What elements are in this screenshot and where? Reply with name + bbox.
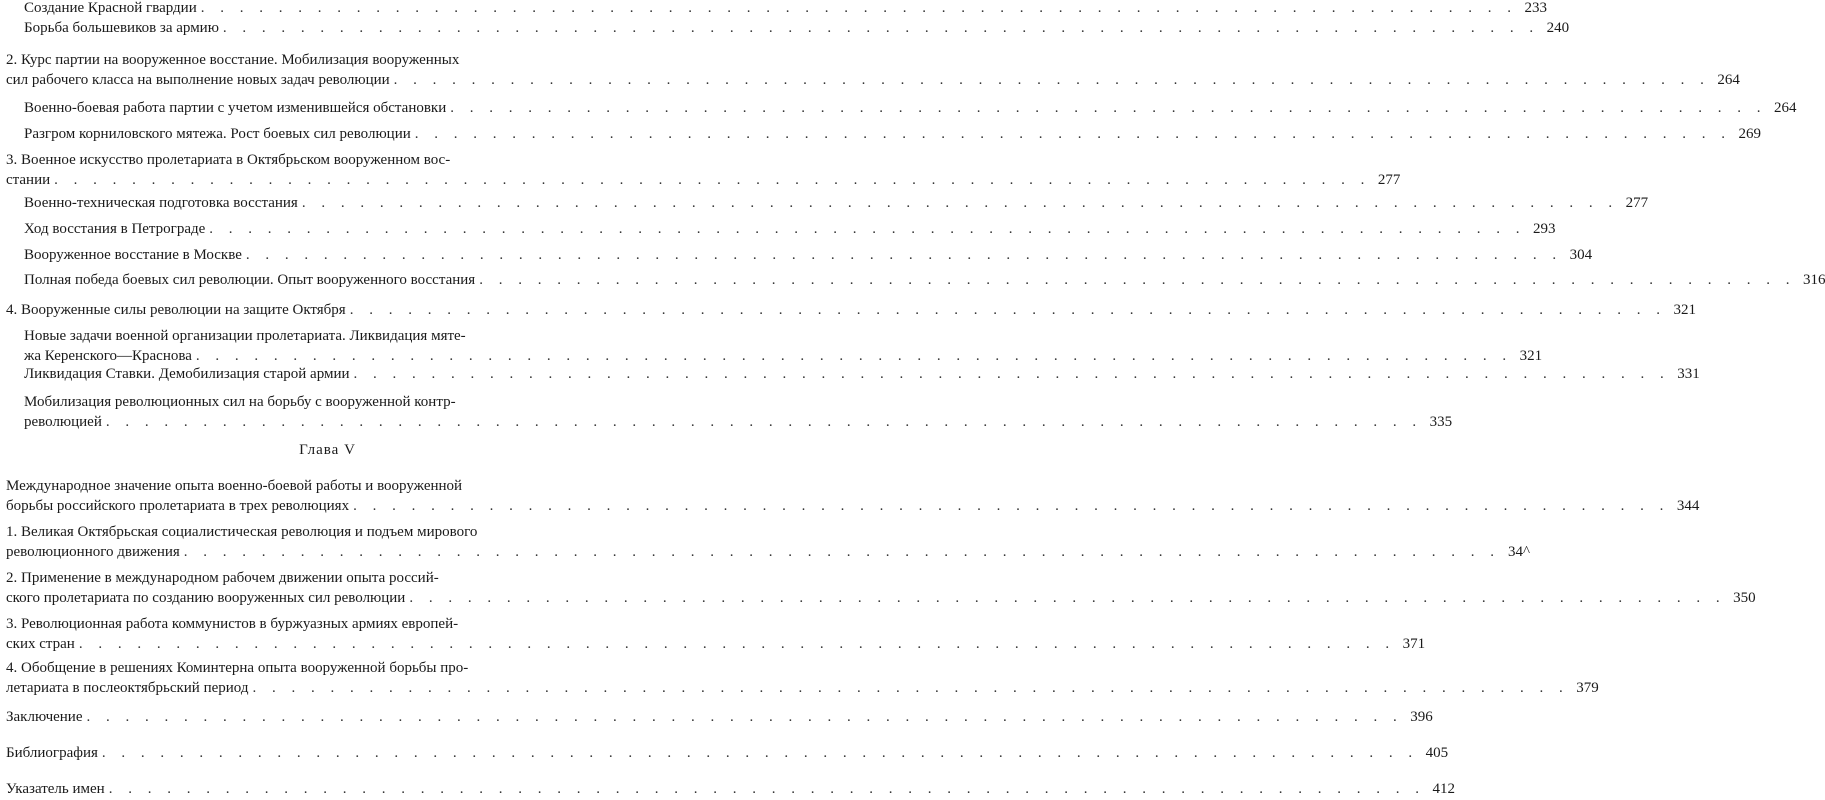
leader-dots: . . . . . . . . . . . . . . . . . . . . . . . . . . . . . . . . . . . . . . . . . . . . . . . . . . . . . . . . . . . . . . . . . . . .	[245, 247, 1563, 263]
entry-title: летариата в послеоктябрьский период	[6, 680, 249, 696]
toc-line	[6, 150, 622, 170]
toc-entry[interactable]	[6, 743, 1449, 763]
toc-entry[interactable]	[24, 0, 1547, 18]
page-number: 350	[1733, 590, 1756, 606]
toc-entry[interactable]	[24, 98, 1797, 118]
toc-line	[24, 412, 1453, 432]
entry-title: Военно-техническая подготовка восстания	[24, 195, 298, 211]
entry-title: Новые задачи военной организации пролетариата. Ликвидация мяте-	[24, 328, 466, 344]
leader-dots: . . . . . . . . . . . . . . . . . . . . . . . . . . . . . . . . . . . . . . . . . . . . . . . . . . . . . . . . . . . . . . . . . . . .	[209, 221, 1526, 237]
toc-entry[interactable]	[6, 779, 1455, 799]
leader-dots: . . . . . . . . . . . . . . . . . . . . . . . . . . . . . . . . . . . . . . . . . . . . . . . . . . . . . . . . . . . . . . . . . . . .	[301, 195, 1619, 211]
page-number: 405	[1425, 745, 1449, 761]
leader-dots: . . . . . . . . . . . . . . . . . . . . . . . . . . . . . . . . . . . . . . . . . . . . . . . . . . . . . . . . . . . . . . . . . . . .	[450, 100, 1767, 116]
entry-title: Библиография	[6, 745, 98, 761]
entry-title: сил рабочего класса на выполнение новых задач революции	[6, 72, 390, 88]
leader-dots: . . . . . . . . . . . . . . . . . . . . . . . . . . . . . . . . . . . . . . . . . . . . . . . . . . . . . . . . . . . . . . . . . . . .	[86, 709, 1403, 725]
leader-dots: . . . . . . . . . . . . . . . . . . . . . . . . . . . . . . . . . . . . . . . . . . . . . . . . . . . . . . . . . . . . . . . . . . . .	[101, 745, 1419, 761]
toc-entry[interactable]	[6, 476, 1700, 516]
entry-title: стании	[6, 172, 51, 188]
page-number: 331	[1677, 366, 1700, 382]
toc-entry[interactable]	[6, 522, 1531, 562]
entry-title: Создание Красной гвардии	[24, 0, 197, 16]
page-number: 396	[1410, 709, 1433, 725]
leader-dots: . . . . . . . . . . . . . . . . . . . . . . . . . . . . . . . . . . . . . . . . . . . . . . . . . . . . . . . . . . . . . . . . . . . .	[393, 72, 1710, 88]
toc-line	[24, 245, 1593, 265]
page-number: 233	[1524, 0, 1547, 16]
page-number: 269	[1738, 126, 1762, 142]
toc-line	[24, 326, 622, 346]
leader-dots: . . . . . . . . . . . . . . . . . . . . . . . . . . . . . . . . . . . . . . . . . . . . . . . . . . . . . . . . . . . . . . . . . . . .	[409, 590, 1726, 606]
toc-entry[interactable]	[6, 50, 1740, 90]
toc-line	[6, 50, 622, 70]
toc-line	[24, 270, 1825, 290]
entry-title: революционного движения	[6, 544, 180, 560]
toc-line	[24, 18, 1570, 38]
entry-title: Полная победа боевых сил революции. Опыт вооруженного восстания	[24, 272, 476, 288]
toc-entry[interactable]	[6, 568, 1756, 608]
leader-dots: . . . . . . . . . . . . . . . . . . . . . . . . . . . . . . . . . . . . . . . . . . . . . . . . . . . . . . . . . . . . . . . . . . . .	[195, 348, 1513, 364]
toc-line	[6, 658, 622, 678]
toc-line	[24, 124, 1762, 144]
toc-entry[interactable]	[6, 707, 1433, 727]
leader-dots: . . . . . . . . . . . . . . . . . . . . . . . . . . . . . . . . . . . . . . . . . . . . . . . . . . . . . . . . . . . . . . . . . . . .	[200, 0, 1517, 16]
toc-line	[6, 476, 622, 496]
entry-title: 3. Революционная работа коммунистов в буржуазных армиях европей-	[6, 616, 459, 632]
toc-line	[24, 392, 622, 412]
leader-dots: . . . . . . . . . . . . . . . . . . . . . . . . . . . . . . . . . . . . . . . . . . . . . . . . . . . . . . . . . . . . . . . . . . . .	[54, 172, 1371, 188]
page-number: 240	[1546, 20, 1570, 36]
toc-line	[6, 634, 1426, 654]
toc-line	[6, 300, 1696, 320]
leader-dots: . . . . . . . . . . . . . . . . . . . . . . . . . . . . . . . . . . . . . . . . . . . . . . . . . . . . . . . . . . . . . . . . . . . .	[479, 272, 1796, 288]
toc-entry[interactable]	[24, 245, 1593, 265]
leader-dots: . . . . . . . . . . . . . . . . . . . . . . . . . . . . . . . . . . . . . . . . . . . . . . . . . . . . . . . . . . . . . . . . . . . .	[78, 636, 1396, 652]
entry-title: Заключение	[6, 709, 83, 725]
toc-line	[6, 614, 622, 634]
chapter-heading: Глава V	[299, 442, 356, 458]
page-number: 293	[1533, 221, 1556, 237]
page-number: 264	[1717, 72, 1740, 88]
page-number: 264	[1774, 100, 1797, 116]
page-number: 379	[1576, 680, 1599, 696]
toc-line	[24, 193, 1649, 213]
leader-dots: . . . . . . . . . . . . . . . . . . . . . . . . . . . . . . . . . . . . . . . . . . . . . . . . . . . . . . . . . . . . . . . . . . . .	[353, 366, 1670, 382]
leader-dots: . . . . . . . . . . . . . . . . . . . . . . . . . . . . . . . . . . . . . . . . . . . . . . . . . . . . . . . . . . . . . . . . . . . .	[222, 20, 1540, 36]
toc-entry[interactable]	[6, 150, 1401, 190]
toc-line	[6, 707, 1433, 727]
entry-title: революцией	[24, 414, 102, 430]
leader-dots: . . . . . . . . . . . . . . . . . . . . . . . . . . . . . . . . . . . . . . . . . . . . . . . . . . . . . . . . . . . . . . . . . . . .	[105, 414, 1423, 430]
toc-entry[interactable]	[6, 300, 1696, 320]
toc-line	[6, 170, 1401, 190]
page-number: 371	[1402, 636, 1426, 652]
page-number: 412	[1432, 781, 1455, 797]
toc-entry[interactable]	[24, 124, 1762, 144]
page-number: 321	[1519, 348, 1543, 364]
toc-line	[24, 98, 1797, 118]
toc-entry[interactable]	[24, 18, 1570, 38]
entry-title: 4. Вооруженные силы революции на защите Октября	[6, 302, 346, 318]
toc-line	[6, 588, 1756, 608]
toc-entry[interactable]	[6, 614, 1426, 654]
page-number: 277	[1377, 172, 1401, 188]
entry-title: Ход восстания в Петрограде	[24, 221, 206, 237]
toc-entry[interactable]	[24, 364, 1700, 384]
entry-title: Военно-боевая работа партии с учетом изменившейся обстановки	[24, 100, 447, 116]
entry-title: ских стран	[6, 636, 75, 652]
entry-title: Разгром корниловского мятежа. Рост боевых сил революции	[24, 126, 411, 142]
leader-dots: . . . . . . . . . . . . . . . . . . . . . . . . . . . . . . . . . . . . . . . . . . . . . . . . . . . . . . . . . . . . . . . . . . . .	[252, 680, 1569, 696]
toc-line	[6, 496, 1700, 516]
toc-line	[6, 678, 1599, 698]
toc-entry[interactable]	[24, 193, 1649, 213]
leader-dots: . . . . . . . . . . . . . . . . . . . . . . . . . . . . . . . . . . . . . . . . . . . . . . . . . . . . . . . . . . . . . . . . . . . .	[414, 126, 1732, 142]
page-number: 34^	[1508, 544, 1531, 560]
page-number: 304	[1569, 247, 1593, 263]
entry-title: 2. Курс партии на вооруженное восстание. Мобилизация вооруженных	[6, 52, 460, 68]
leader-dots: . . . . . . . . . . . . . . . . . . . . . . . . . . . . . . . . . . . . . . . . . . . . . . . . . . . . . . . . . . . . . . . . . . . .	[183, 544, 1501, 560]
entry-title: жа Керенского—Краснова	[24, 348, 192, 364]
toc-entry[interactable]	[24, 219, 1556, 239]
toc-entry[interactable]	[24, 392, 1453, 432]
entry-title: Мобилизация революционных сил на борьбу с вооруженной контр-	[24, 394, 456, 410]
page-number: 277	[1625, 195, 1649, 211]
toc-line	[6, 70, 1740, 90]
toc-line	[24, 346, 1543, 366]
toc-line	[6, 779, 1455, 799]
entry-title: 3. Военное искусство пролетариата в Октябрьском вооруженном вос-	[6, 152, 451, 168]
entry-title: Международное значение опыта военно-боевой работы и вооруженной	[6, 478, 463, 494]
toc-line	[24, 219, 1556, 239]
toc-line	[6, 568, 622, 588]
entry-title: борьбы российского пролетариата в трех революциях	[6, 498, 350, 514]
entry-title: Ликвидация Ставки. Демобилизация старой армии	[24, 366, 350, 382]
page-number: 321	[1673, 302, 1696, 318]
entry-title: ского пролетариата по созданию вооруженных сил революции	[6, 590, 406, 606]
toc-line	[6, 542, 1531, 562]
page-number: 344	[1676, 498, 1700, 514]
entry-title: Вооруженное восстание в Москве	[24, 247, 242, 263]
toc-line	[24, 364, 1700, 384]
leader-dots: . . . . . . . . . . . . . . . . . . . . . . . . . . . . . . . . . . . . . . . . . . . . . . . . . . . . . . . . . . . . . . . . . . . .	[108, 781, 1425, 797]
toc-entry[interactable]	[24, 270, 1825, 290]
leader-dots: . . . . . . . . . . . . . . . . . . . . . . . . . . . . . . . . . . . . . . . . . . . . . . . . . . . . . . . . . . . . . . . . . . . .	[353, 498, 1670, 514]
entry-title: 4. Обобщение в решениях Коминтерна опыта вооруженной борьбы про-	[6, 660, 469, 676]
entry-title: Борьба большевиков за армию	[24, 20, 219, 36]
toc-line	[24, 0, 1547, 18]
entry-title: 1. Великая Октябрьская социалистическая революция и подъем мирового	[6, 524, 478, 540]
toc-entry[interactable]	[24, 326, 1543, 366]
leader-dots: . . . . . . . . . . . . . . . . . . . . . . . . . . . . . . . . . . . . . . . . . . . . . . . . . . . . . . . . . . . . . . . . . . . .	[349, 302, 1666, 318]
entry-title: Указатель имен	[6, 781, 105, 797]
toc-line	[6, 743, 1449, 763]
toc-entry[interactable]	[6, 658, 1599, 698]
page-number: 316	[1802, 272, 1825, 288]
entry-title: 2. Применение в международном рабочем движении опыта россий-	[6, 570, 439, 586]
toc-line	[6, 522, 622, 542]
page-number: 335	[1429, 414, 1453, 430]
